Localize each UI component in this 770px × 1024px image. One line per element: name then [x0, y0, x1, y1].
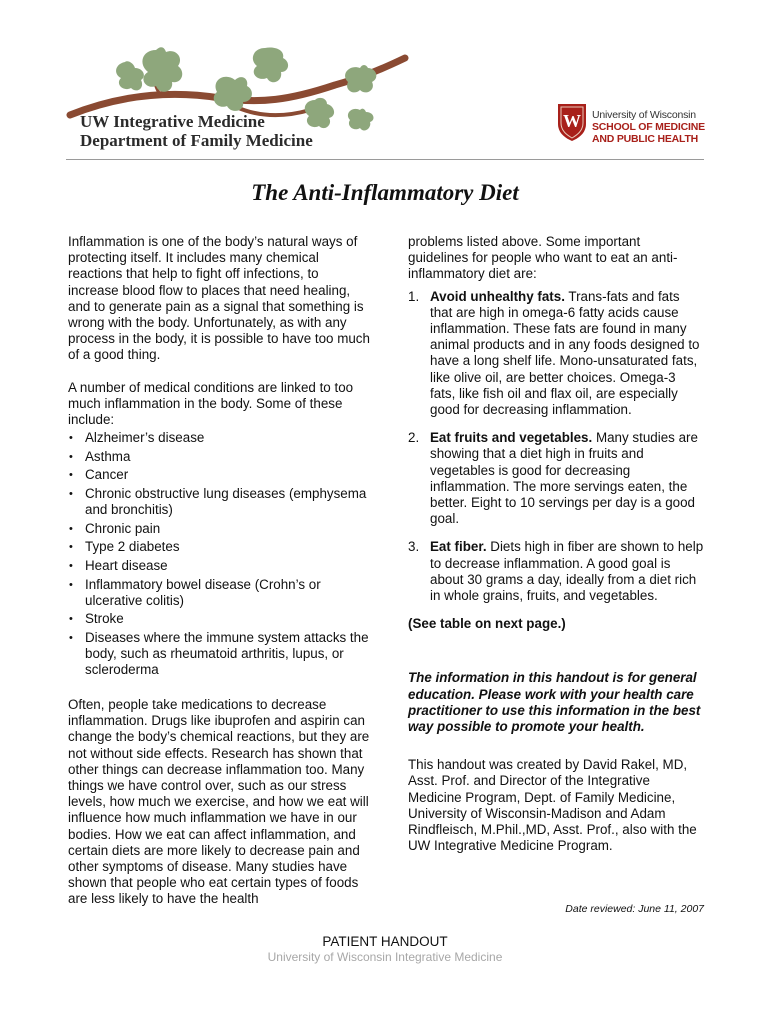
svg-text:W: W: [563, 111, 581, 131]
guideline-heading: Eat fiber.: [430, 539, 487, 555]
guideline-item: [408, 289, 704, 419]
department-logo-text: [80, 112, 313, 150]
guideline-item: [408, 539, 704, 604]
left-column: [68, 234, 370, 908]
uw-crest-icon: [556, 100, 588, 142]
footer-patient-handout: PATIENT HANDOUT: [322, 934, 448, 949]
guideline-number: 2.: [408, 430, 420, 446]
list-item: • Type 2 diabetes: [68, 539, 370, 555]
list-item: • Alzheimer’s disease: [68, 430, 370, 446]
guideline-body: Many studies are showing that a diet high in fruits and vegetables is good for decreasing inflammation. The more servings eaten, the better. Eight to 10 servings per day is a good goal.: [430, 430, 698, 527]
intro-paragraph: Inflammation is one of the body’s natural ways of protecting itself. It includes many chemical reactions that help to fight off infections, to increase blood flow to places that need healing, and to generate pain as a signal that something is wrong with the body. Unfortunately, as with any process in the body, it is possible to have too much of a good thing.: [68, 234, 370, 363]
list-item: • Inflammatory bowel disease (Crohn’s or ulcerative colitis): [68, 577, 370, 609]
guideline-body: Trans-fats and fats that are high in omega-6 fatty acids cause inflammation. These fats are found in many animal products and in any foods designed to have a long shelf life. Mono-unsaturated fats, like olive oil, are better choices. Omega-3 fats, like fish oil and flax oil, are especially good for decreasing inflammation.: [430, 288, 700, 418]
page-header: [0, 0, 770, 160]
som-line-3: AND PUBLIC HEALTH: [592, 133, 699, 145]
disclaimer: The information in this handout is for general education. Please work with your health care practitioner to use this information in the best way possible to promote your health.: [408, 670, 701, 735]
conditions-list: [68, 430, 370, 678]
guideline-number: 1.: [408, 288, 420, 304]
list-item: • Chronic obstructive lung diseases (emphysema and bronchitis): [68, 486, 370, 518]
date-reviewed: Date reviewed: June 11, 2007: [565, 903, 704, 915]
list-item: • Cancer: [68, 467, 370, 483]
continued-paragraph: problems listed above. Some important guidelines for people who want to eat an anti-inflammatory diet are:: [408, 234, 678, 282]
list-item: • Heart disease: [68, 558, 370, 574]
conditions-intro: A number of medical conditions are linked to too much inflammation in the body. Some of these include:: [68, 379, 354, 428]
school-of-medicine-logo: [592, 109, 705, 145]
list-item: • Diseases where the immune system attacks the body, such as rheumatoid arthritis, lupus, or scleroderma: [68, 630, 370, 679]
page-title: The Anti-Inflammatory Diet: [251, 180, 519, 205]
header-divider: [66, 159, 704, 160]
guideline-heading: Avoid unhealthy fats.: [430, 288, 565, 304]
credits-paragraph: This handout was created by David Rakel, MD, Asst. Prof. and Director of the Integrative Medicine Program, Dept. of Family Medicine, University of Wisconsin-Madison and Adam Rindfleisch, M.Phil.,MD, Asst. Prof., also with the UW Integrative Medicine Program.: [408, 757, 697, 854]
logo-line-2: Department of Family Medicine: [80, 131, 313, 150]
list-item: • Stroke: [68, 611, 370, 627]
som-line-2: SCHOOL OF MEDICINE: [592, 121, 705, 133]
medications-paragraph: Often, people take medications to decrease inflammation. Drugs like ibuprofen and aspirin can change the body’s chemical reactions, but they are not without side effects. Research has shown that other things can decrease inflammation too. Many things we have control over, such as our stress levels, how much we exercise, and how we eat will influence how much inflammation we have in our bodies. How we eat can affect inflammation, and certain diets are more likely to decrease pain and other symptoms of disease. Many studies have shown that people who eat certain types of foods are less likely to have the health: [68, 696, 370, 907]
guideline-heading: Eat fruits and vegetables.: [430, 430, 593, 446]
guidelines-list: [408, 289, 704, 605]
footer-program-name: University of Wisconsin Integrative Medicine: [267, 950, 503, 964]
guideline-body: Diets high in fiber are shown to help to decrease inflammation. A good goal is about 30 grams a day, ideally from a diet rich in whole grains, fruits, and vegetables.: [430, 539, 704, 604]
guideline-number: 3.: [408, 539, 420, 555]
list-item: • Asthma: [68, 449, 370, 465]
som-line-1: University of Wisconsin: [592, 109, 696, 121]
see-table-note: (See table on next page.): [408, 616, 566, 632]
guideline-item: [408, 430, 704, 527]
list-item: • Chronic pain: [68, 521, 370, 537]
right-column: [408, 234, 704, 855]
logo-line-1: UW Integrative Medicine: [80, 112, 265, 131]
